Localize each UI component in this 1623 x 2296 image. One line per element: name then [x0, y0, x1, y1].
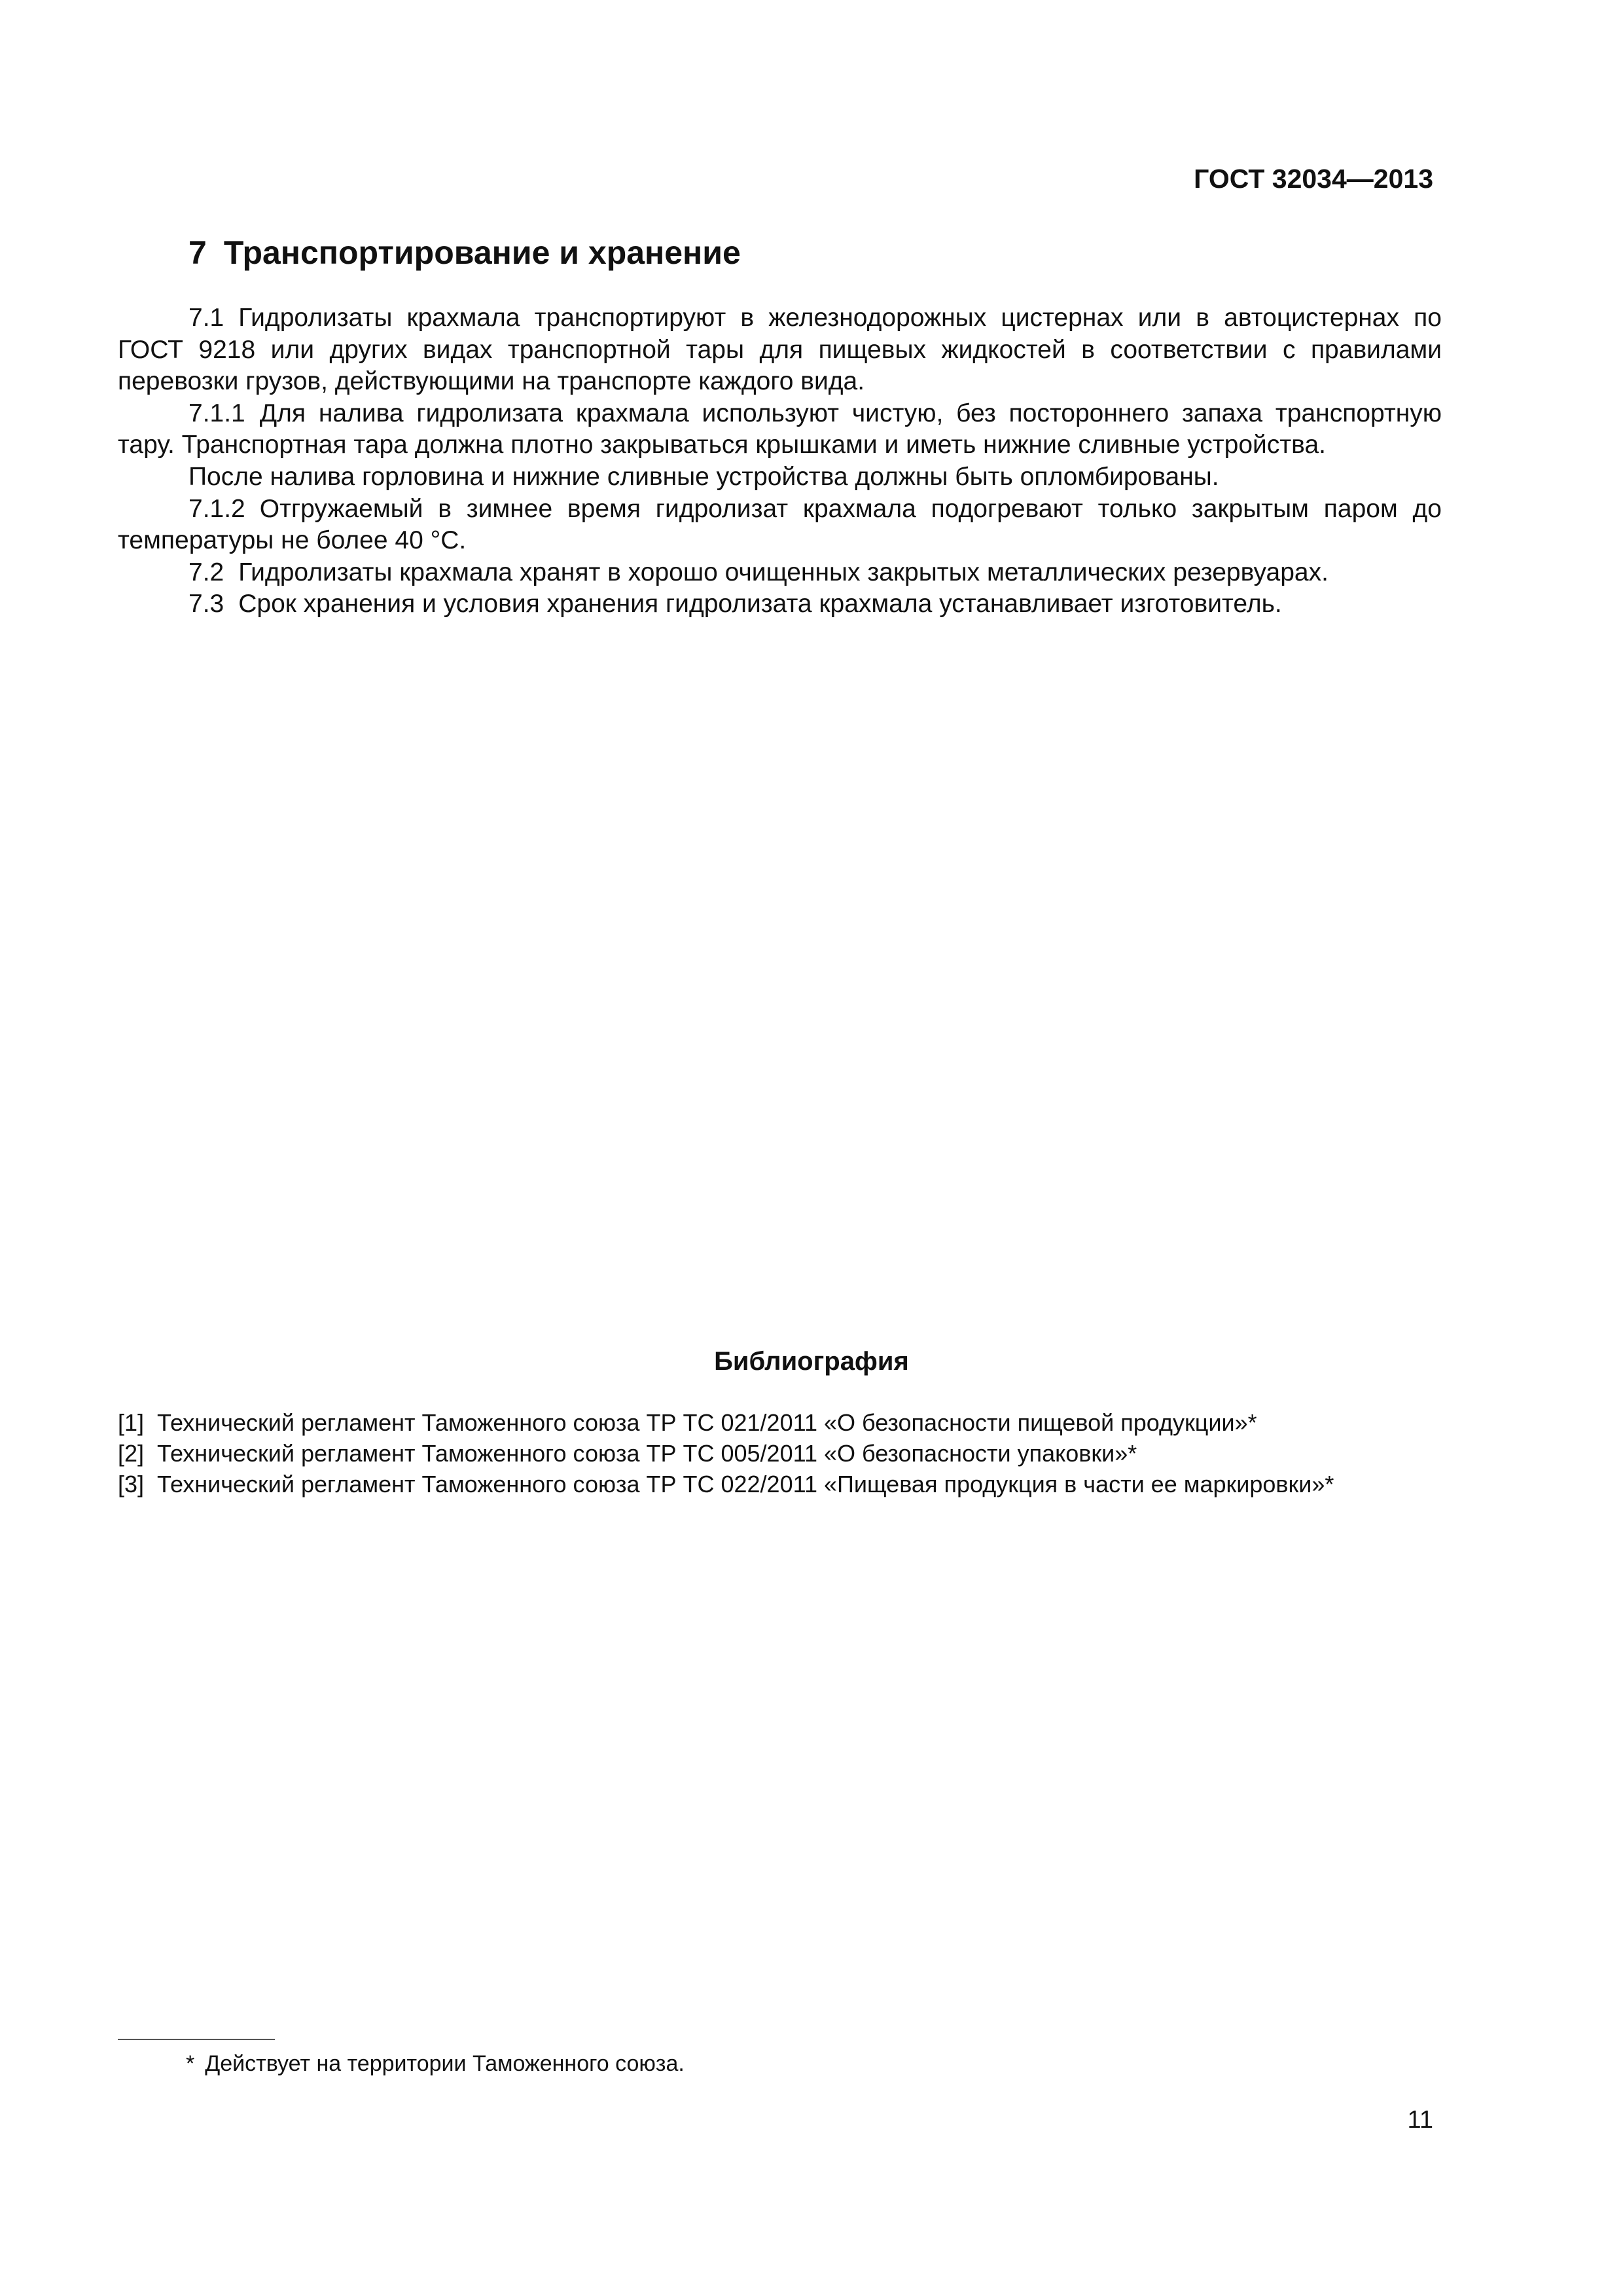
bibliography-text: Технический регламент Таможенного союза ТР ТС 022/2011 «Пищевая продукция в части ее маркировки»*: [157, 1471, 1334, 1498]
paragraph: [118, 588, 1442, 620]
paragraph-number: 7.1.1: [188, 399, 245, 427]
paragraph-number: 7.3: [188, 590, 224, 619]
bibliography-ref: [1]: [118, 1409, 145, 1436]
paragraph-text: Срок хранения и условия хранения гидролизата крахмала устанавливает изготовитель.: [238, 590, 1282, 619]
paragraph-text: Гидролизаты крахмала хранят в хорошо очищенных закрытых металлических резервуарах.: [238, 558, 1329, 586]
bibliography-ref: [2]: [118, 1440, 145, 1467]
paragraph-text: Для налива гидролизата крахмала используют чистую, без постороннего запаха транспортную тару. Транспортная тара должна плотно закрываться крышками и иметь нижние сливные устройства.: [118, 399, 1442, 459]
bibliography-item: [118, 1407, 1492, 1438]
bibliography-text: Технический регламент Таможенного союза ТР ТС 005/2011 «О безопасности упаковки»*: [157, 1440, 1137, 1467]
page-number: 11: [1407, 2106, 1433, 2134]
paragraph-number: 7.1: [188, 304, 224, 332]
paragraph: [118, 493, 1442, 557]
section-title: Транспортирование и хранение: [223, 234, 741, 271]
section-heading: [188, 233, 741, 272]
footnote-mark: *: [186, 2051, 195, 2076]
bibliography-title: Библиография: [714, 1347, 909, 1376]
section-body: [118, 302, 1442, 620]
footnote-divider: [118, 2039, 275, 2040]
paragraph: [118, 302, 1442, 398]
bibliography-item: [118, 1438, 1492, 1469]
paragraph-number: 7.2: [188, 558, 224, 586]
document-code-header: ГОСТ 32034—2013: [1194, 164, 1433, 194]
footnote: [186, 2049, 685, 2078]
section-number: 7: [188, 234, 207, 271]
bibliography-item: [118, 1469, 1492, 1499]
bibliography-ref: [3]: [118, 1471, 145, 1498]
paragraph-text: После налива горловина и нижние сливные устройства должны быть опломбированы.: [188, 462, 1219, 491]
paragraph: [118, 398, 1442, 461]
paragraph-text: Отгружаемый в зимнее время гидролизат крахмала подогревают только закрытым паром до температуры не более 40 °С.: [118, 494, 1442, 555]
bibliography-text: Технический регламент Таможенного союза ТР ТС 021/2011 «О безопасности пищевой продукции»*: [157, 1409, 1257, 1436]
paragraph: [118, 461, 1442, 493]
paragraph-text: Гидролизаты крахмала транспортируют в железнодорожных цистернах или в автоцистернах по ГОСТ 9218 или других видах транспортной тары для пищевых жидкостей в соответствии с правилами перевозки грузов, действующими на транспорте каждого вида.: [118, 304, 1442, 396]
paragraph: [118, 557, 1442, 589]
footnote-text: Действует на территории Таможенного союза.: [205, 2051, 685, 2076]
bibliography-list: [118, 1407, 1492, 1499]
paragraph-number: 7.1.2: [188, 494, 245, 523]
